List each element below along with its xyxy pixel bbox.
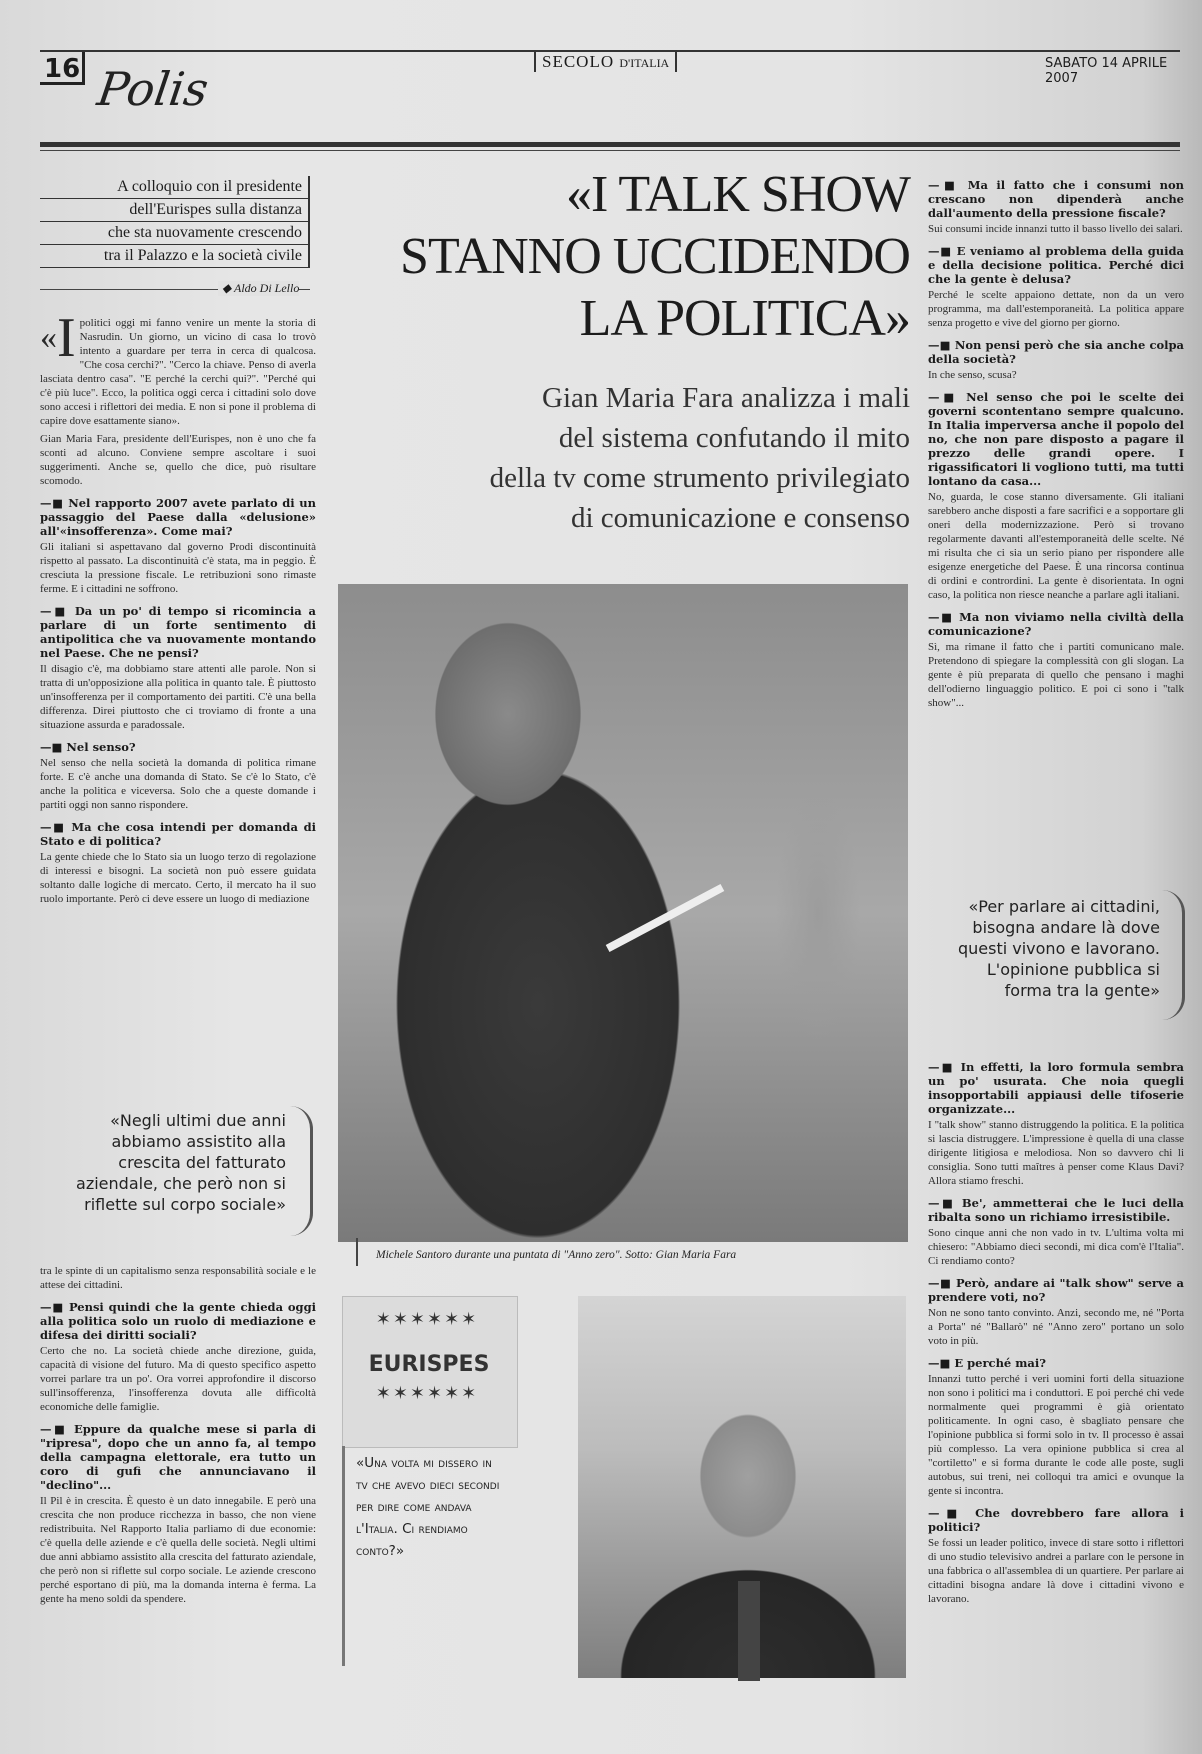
question: —■ Nel rapporto 2007 avete parlato di un passaggio del Paese dalla «delusione» all'«insofferenza». Come mai? <box>40 496 316 538</box>
eurispes-wordmark: EURISPES <box>368 1352 490 1377</box>
question: —■ Nel senso che poi le scelte dei governi scontentano sempre qualcuno. In Italia imperversa anche il popolo del no, che non pare disposto a pagare il prezzo delle grandi opere. I rigassificatori li vogliono tutti, ma tutti lontano da casa... <box>928 390 1184 488</box>
pull-quote-right: «Per parlare ai cittadini, bisogna andare là dove questi vivono e lavorano. L'opinione pubblica si forma tra la gente» <box>957 897 1160 1000</box>
author-byline: ◆ Aldo Di Lello <box>218 281 299 296</box>
headline-line: LA POLITICA» <box>579 290 910 347</box>
subheadline-line: della tv come strumento privilegiato <box>489 462 910 494</box>
pull-quote-bracket <box>290 1106 313 1236</box>
headline-line: STANNO UCCIDENDO <box>400 228 910 285</box>
question: —■ Non pensi però che sia anche colpa della società? <box>928 338 1184 366</box>
answer: Innanzi tutto perché i veri uomini forti della situazione non sono i politici ma i conduttori. E poi perché chi vede normalmente quei programmi è già orientato politicamente. In ogni caso, è sbagliato pensare che l'opinione pubblica si formi solo in tv. Il processo è assai più complesso. La vera opinione pubblica si crea al "cortiletto" e si forma durante le code alle poste, sugli autobus, sui treni, nei colloqui tra amici e ovunque la gente si incontra. <box>928 1373 1184 1497</box>
caption-bar <box>356 1238 358 1266</box>
subheadline-line: del sistema confutando il mito <box>558 422 910 454</box>
question: —■ In effetti, la loro formula sembra un po' usurata. Che noia quegli insopportabili appiausi delle tifoserie organizzate... <box>928 1060 1184 1116</box>
pull-quote-left: «Negli ultimi due anni abbiamo assistito alla crescita del fatturato aziendale, che però non si riflette sul corpo sociale» <box>76 1111 286 1214</box>
answer: In che senso, scusa? <box>928 369 1017 381</box>
answer: Perché le scelte appaiono dettate, non da un vero programma, ma dall'estemporaneità. La politica appare senza progetto e vive del giorno per giorno. <box>928 289 1184 329</box>
answer: Sì, ma rimane il fatto che i partiti comunicano male. Pretendono di spiegare la complessità con gli slogan. La gente è più preparata di quello che pensano i maghi dell'odierno linguaggio politico. E poi ci sono i "talk show"... <box>928 641 1184 709</box>
article-column-right-bottom <box>928 1052 1184 1610</box>
intro-line: A colloquio con il presidente <box>40 176 310 199</box>
question: —■ Be', ammetterai che le luci della ribalta sono un richiamo irresistibile. <box>928 1196 1184 1224</box>
answer: Il Pil è in crescita. È questo è un dato innegabile. E però una crescita che non produce ricchezza in basso, che non viene redistribuita. Nel Rapporto Italia parliamo di due economie: c'è quella delle aziende e c'è quella delle società. Negli ultimi due anni abbiamo assistito alla crescita del fatturato aziendale, che però non si riflette sul corpo sociale. Le aziende crescono perché esportano di più, ma la domanda interna è ferma. La gente ha meno soldi da spendere. <box>40 1495 316 1605</box>
subheadline <box>330 378 910 538</box>
answer: No, guarda, le cose stanno diversamente. Gli italiani sarebbero anche disposti a fare sacrifici e a sopportare gli oneri della modernizzazione. Però si trovano regolarmente davanti all'estemporaneità delle scelte. Né mi risulta che ci sia un serio piano per rispondere alle esigenze energetiche del Paese. È una rincorsa continua di ordini e contrordini. La gente è disorientata. In ogni caso, la politica non riesce neanche a parlare agli italiani. <box>928 491 1184 601</box>
headline-line: «I TALK SHOW <box>566 166 910 223</box>
answer: Nel senso che nella società la domanda di politica rimane forte. E c'è anche una domanda di Stato. Se c'è lo Stato, c'è anche la politica e viceversa. Solo che a queste domande i partiti oggi non sanno rispondere. <box>40 757 316 811</box>
question: —■ Pensi quindi che la gente chieda oggi alla politica solo un ruolo di mediazione e difesa dei diritti sociali? <box>40 1300 316 1342</box>
intro-box <box>40 176 310 268</box>
answer: Se fossi un leader politico, invece di stare sotto i riflettori di uno studio televisivo andrei a parlare con le persone in una fabbrica o all'assemblea di un quartiere. Per parlare ai cittadini bisogna andare là dove i cittadini vivono e lavorano. <box>928 1537 1184 1605</box>
page-number: 16 <box>44 54 81 84</box>
section-rule-thin <box>40 150 1180 151</box>
question: —■ E veniamo al problema della guida e della decisione politica. Perché dici che la gente è delusa? <box>928 244 1184 286</box>
subheadline-line: di comunicazione e consenso <box>570 502 910 534</box>
question: —■ Nel senso? <box>40 740 316 754</box>
answer: Non ne sono tanto convinto. Anzi, secondo me, né "Porta a Porta" né "Ballarò" né "Anno zero" portano un solo voto in più. <box>928 1307 1184 1347</box>
question: —■ E perché mai? <box>928 1356 1184 1370</box>
article-column-left-bottom <box>40 1264 316 1610</box>
question: —■ Ma che cosa intendi per domanda di Stato e di politica? <box>40 820 316 848</box>
question: —■ Da un po' di tempo si ricomincia a parlare di un forte sentimento di antipolitica che va nuovamente montando nel Paese. Che ne pensi? <box>40 604 316 660</box>
answer: Gli italiani si aspettavano dal governo Prodi discontinuità rispetto al passato. La discontinuità c'è stata, ma in peggio. È cresciuta la pressione fiscale. Le retribuzioni sono rimaste ferme. E i cittadini ne soffrono. <box>40 541 316 595</box>
intro-line: tra il Palazzo e la società civile <box>40 245 310 268</box>
question: —■ Ma non viviamo nella civiltà della comunicazione? <box>928 610 1184 638</box>
dropcap: «I <box>40 307 76 369</box>
section-title: Polis <box>94 62 212 116</box>
logo-stars-bottom: ✶✶✶✶✶✶ <box>375 1383 479 1404</box>
lead-paragraph: «I politici oggi mi fanno venire un mente la storia di Nasrudin. Un giorno, un vicino di casa lo trovò intento a guardare per terra in cerca di qualcosa. "Che cosa cerchi?". "Cerco la chiave. Penso di averla lasciata dentro casa". "E perché la cerchi qui?". "Perché qui c'è più luce". Ecco, la politica oggi cerca i cittadini solo dove sono accesi i riflettori dei media. E non si pone il problema di capire dove esattamente siano». <box>40 307 316 427</box>
section-rule <box>40 142 1180 147</box>
intro-line: che sta nuovamente crescendo <box>40 222 310 245</box>
photo-fara <box>578 1296 906 1678</box>
question: —■ Eppure da qualche mese si parla di "ripresa", dopo che un anno fa, al tempo della campagna elettorale, era tutto un coro di gufi che annunciavano il "declino"... <box>40 1422 316 1492</box>
quote-text: «Una volta mi dissero in tv che avevo dieci secondi per dire come andava l'Italia. Ci rendiamo conto?» <box>356 1455 500 1559</box>
answer: Sui consumi incide innanzi tutto il basso livello dei salari. <box>928 223 1183 235</box>
answer: Sono cinque anni che non vado in tv. L'ultima volta mi chiesero: "Abbiamo dieci secondi, mi dica com'è l'Italia". Ci rendiamo conto? <box>928 1227 1184 1267</box>
masthead-small: D'ITALIA <box>619 56 670 70</box>
question: —■ Però, andare ai "talk show" serve a prendere voti, no? <box>928 1276 1184 1304</box>
answer: Certo che no. La società chiede anche direzione, guida, capacità di visione del futuro. Ma di questo specifico aspetto vorrei parlare tra un po'. Ora vorrei approfondire il discorso sull'insofferenza, l'insofferenza dovuta alle difficoltà economiche delle famiglie. <box>40 1345 316 1413</box>
photo-papers <box>606 884 725 952</box>
masthead-title: SECOLO <box>542 52 615 71</box>
intro-line: dell'Eurispes sulla distanza <box>40 199 310 222</box>
question: —■ Ma il fatto che i consumi non crescano non dipenderà anche dall'aumento della pressione fiscale? <box>928 178 1184 220</box>
answer: I "talk show" stanno distruggendo la politica. E la politica si lascia distruggere. L'impressione è quella di una classe dirigente litigiosa e melodiosa. Non so davvero chi li consiglia. Sono tutti maîtres à penser come Klaus Davi? Allora stiamo freschi. <box>928 1119 1184 1187</box>
logo-stars-top: ✶✶✶✶✶✶ <box>375 1309 479 1330</box>
photo-tie <box>738 1581 760 1681</box>
pull-quote-bracket <box>1162 890 1185 1020</box>
subheadline-line: Gian Maria Fara analizza i mali <box>542 382 910 414</box>
photo-santoro <box>338 584 908 1242</box>
answer: La gente chiede che lo Stato sia un luogo terzo di regolazione di interessi e bisogni. La società non può essere guidata soltanto dalle logiche di mercato. Certo, il mercato ha il suo ruolo importante. Però ci deve essere un luogo di mediazione <box>40 851 316 905</box>
issue-date: SABATO 14 APRILE 2007 <box>1045 56 1168 86</box>
photo-caption: Michele Santoro durante una puntata di "Anno zero". Sotto: Gian Maria Fara <box>376 1249 737 1261</box>
question: —■ Che dovrebbero fare allora i politici? <box>928 1506 1184 1534</box>
headline <box>330 164 910 350</box>
answer: tra le spinte di un capitalismo senza responsabilità sociale e le attese dei cittadini. <box>40 1265 316 1291</box>
answer: Il disagio c'è, ma dobbiamo stare attenti alle parole. Non si tratta di un'opposizione alla politica in quanto tale. È piuttosto un'insofferenza per il comportamento dei partiti. C'è una bella differenza. Direi piuttosto che ci troviamo di fronte a una situazione assurda e paradossale. <box>40 663 316 731</box>
article-column-left <box>40 307 316 910</box>
masthead <box>534 52 677 72</box>
paragraph: Gian Maria Fara, presidente dell'Eurispes, non è uno che fa sconti ad alcuno. Conviene sempre ascoltare i suoi suggerimenti. Anche se, quello che dice, può risultare scomodo. <box>40 433 316 487</box>
article-column-right <box>928 170 1184 714</box>
